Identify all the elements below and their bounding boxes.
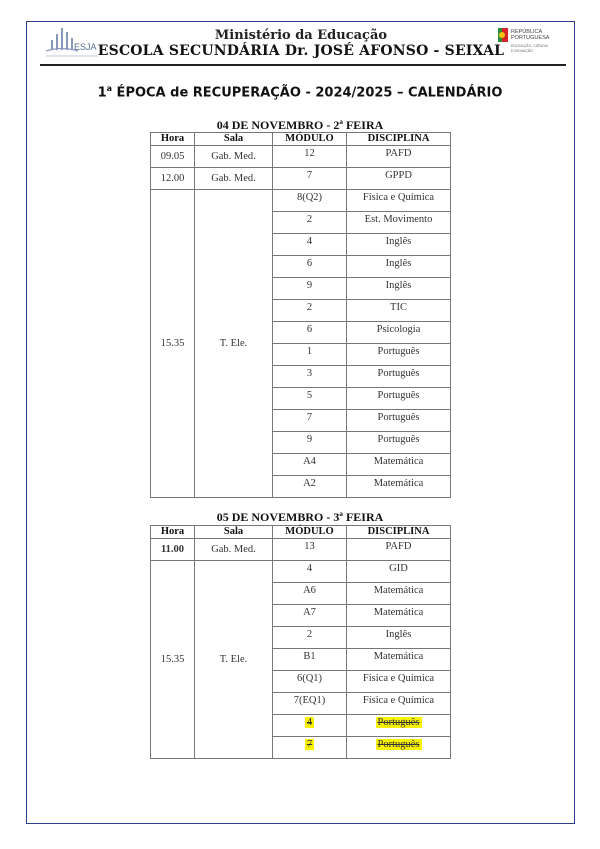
ministry-name: Ministério da Educação (214, 28, 388, 43)
table-row: 7(EQ1) Física e Química (151, 693, 451, 715)
table-row: A4 Matemática (151, 454, 451, 476)
republica-portuguesa-logo (498, 26, 566, 58)
struck-modulo: 4 (306, 717, 313, 728)
page-header (36, 24, 566, 66)
table-row: 6 Psicologia (151, 322, 451, 344)
table-row: 1 Português (151, 344, 451, 366)
table-row: 5 Português (151, 388, 451, 410)
col-hora: Hora (151, 526, 195, 539)
day1-table (150, 132, 451, 498)
svg-text:REPÚBLICA: REPÚBLICA (511, 29, 543, 35)
document-title: 1$^a$ ÉPOCA de RECUPERAÇÃO - 2024/2025 – CALENDÁRIO (97, 84, 503, 101)
table-row: 2 Inglês (151, 627, 451, 649)
table-row: B1 Matemática (151, 649, 451, 671)
table-row: 6 Inglês (151, 256, 451, 278)
col-hora: Hora (151, 133, 195, 146)
table-row: 15.35 T. Ele. 4 GID (151, 561, 451, 583)
table-row: 4 Inglês (151, 234, 451, 256)
col-disciplina: DISCIPLINA (347, 526, 451, 539)
day2-table (150, 525, 451, 759)
table-row: 7 Português (151, 410, 451, 432)
svg-text:PORTUGUESA: PORTUGUESA (511, 35, 550, 41)
struck-modulo: 7 (306, 739, 313, 750)
day1-title: 04 DE NOVEMBRO - 2ª FEIRA (216, 118, 384, 132)
table-row: 2 Est. Movimento (151, 212, 451, 234)
svg-text:EDUCAÇÃO, CIÊNCIA: EDUCAÇÃO, CIÊNCIA (511, 44, 548, 48)
table-row: 11.00 Gab. Med. 13 PAFD (151, 539, 451, 561)
struck-disciplina: Português (377, 739, 420, 750)
table-row: 2 TIC (151, 300, 451, 322)
school-name: ESCOLA SECUNDÁRIA Dr. JOSÉ AFONSO - SEIXAL (97, 43, 505, 59)
table-row: 3 Português (151, 366, 451, 388)
table-row: 12.00 Gab. Med. 7 GPPD (151, 168, 451, 190)
col-disciplina: DISCIPLINA (347, 133, 451, 146)
struck-disciplina: Português (377, 717, 420, 728)
col-modulo: MÓDULO (273, 133, 347, 146)
table-header-row (151, 526, 451, 539)
col-sala: Sala (195, 526, 273, 539)
table-row: 6(Q1) Física e Química (151, 671, 451, 693)
svg-text:ESJA: ESJA (74, 42, 97, 52)
table-row: 9 Inglês (151, 278, 451, 300)
day2-title: 05 DE NOVEMBRO - 3ª FEIRA (216, 510, 384, 524)
table-row: 9 Português (151, 432, 451, 454)
table-row: 15.35 T. Ele. 8(Q2) Física e Química (151, 190, 451, 212)
col-modulo: MÓDULO (273, 526, 347, 539)
header-rule (40, 64, 566, 66)
table-header-row (151, 133, 451, 146)
table-row: A6 Matemática (151, 583, 451, 605)
table-row: A2 Matemática (151, 476, 451, 498)
table-row: A7 Matemática (151, 605, 451, 627)
table-row: 09.05 Gab. Med. 12 PAFD (151, 146, 451, 168)
col-sala: Sala (195, 133, 273, 146)
svg-text:E INOVAÇÃO: E INOVAÇÃO (511, 49, 534, 53)
